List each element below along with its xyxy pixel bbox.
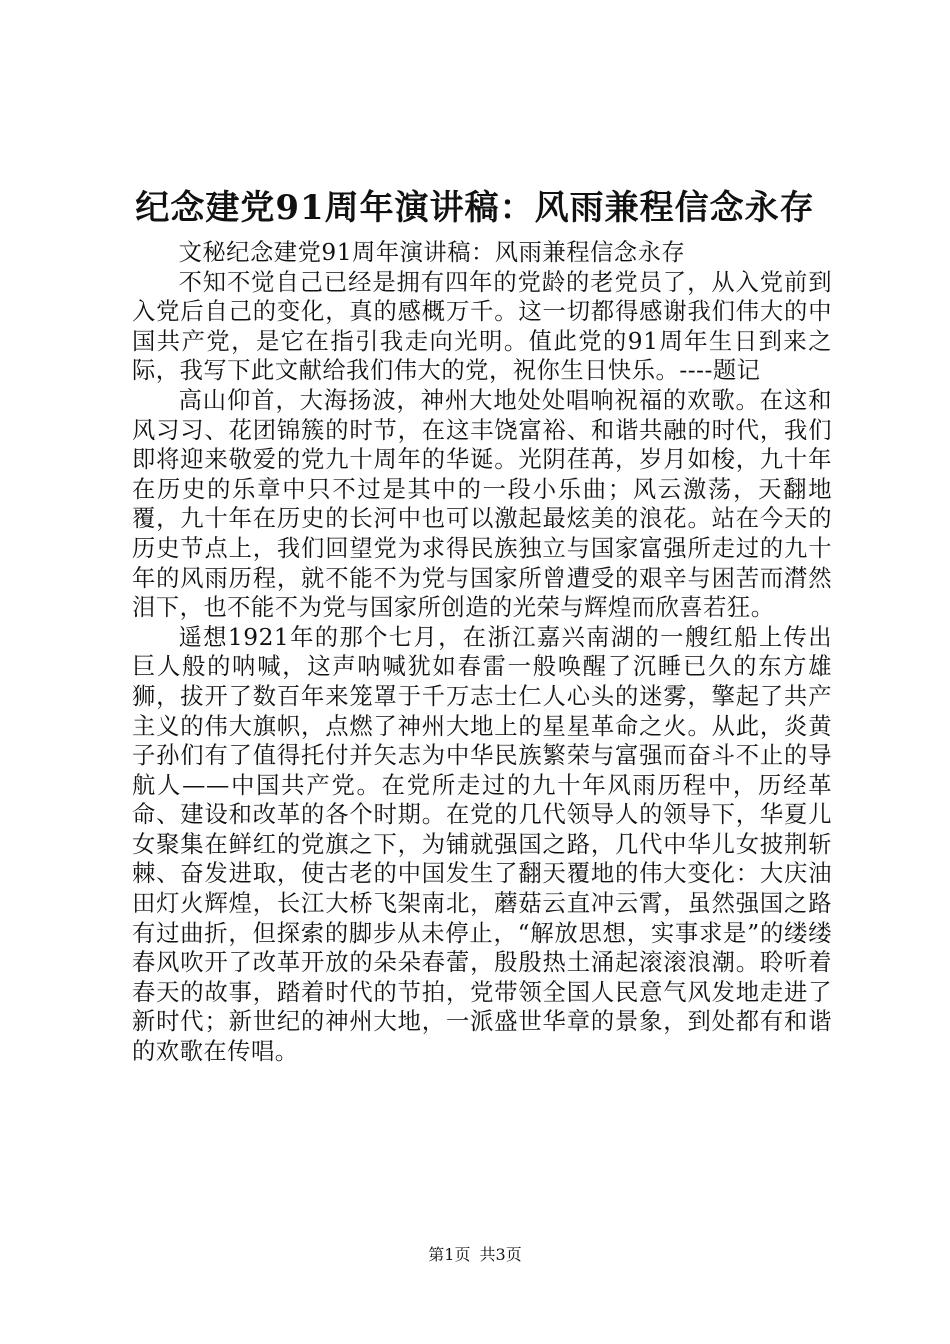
page-number: 第1页: [428, 1245, 471, 1264]
paragraph-intro: 不知不觉自己已经是拥有四年的党龄的老党员了，从入党前到入党后自己的变化，真的感概万千。这一切都得感谢我们伟大的中国共产党，是它在指引我走向光明。值此党的91周年生日到来之际，我写下此文献给我们伟大的党，祝你生日快乐。----题记: [132, 268, 832, 385]
page-footer: [0, 1244, 950, 1266]
page-total: 共3页: [479, 1245, 522, 1264]
paragraph-mountains: 高山仰首，大海扬波，神州大地处处唱响祝福的欢歌。在这和风习习、花团锦簇的时节，在这丰饶富裕、和谐共融的时代，我们即将迎来敬爱的党九十周年的华诞。光阴荏苒，岁月如梭，九十年在历史的乐章中只不过是其中的一段小乐曲；风云激荡，天翻地覆，九十年在历史的长河中也可以激起最炫美的浪花。站在今天的历史节点上，我们回望党为求得民族独立与国家富强所走过的九十年的风雨历程，就不能不为党与国家所曾遭受的艰辛与困苦而潸然泪下，也不能不为党与国家所创造的光荣与辉煌而欣喜若狂。: [132, 386, 832, 622]
paragraph-1921: 遥想1921年的那个七月，在浙江嘉兴南湖的一艘红船上传出巨人般的呐喊，这声呐喊犹如春雷一般唤醒了沉睡已久的东方雄狮，拔开了数百年来笼罩于千万志士仁人心头的迷雾，擎起了共产主义的伟大旗帜，点燃了神州大地上的星星革命之火。从此，炎黄子孙们有了值得托付并矢志为中华民族繁荣与富强而奋斗不止的导航人——中国共产党。在党所走过的九十年风雨历程中，历经革命、建设和改革的各个时期。在党的几代领导人的领导下，华夏儿女聚集在鲜红的党旗之下，为铺就强国之路，几代中华儿女披荆斩棘、奋发进取，使古老的中国发生了翻天覆地的伟大变化：大庆油田灯火辉煌，长江大桥飞架南北，蘑菇云直冲云霄，虽然强国之路有过曲折，但探索的脚步从未停止，“解放思想，实事求是”的缕缕春风吹开了改革开放的朵朵春蕾，殷殷热土涌起滚滚浪潮。聆听着春天的故事，踏着时代的节拍，党带领全国人民意气风发地走进了新时代；新世纪的神州大地，一派盛世华章的景象，到处都有和谐的欢歌在传唱。: [132, 623, 832, 1066]
subtitle-paragraph: 文秘纪念建党91周年演讲稿：风雨兼程信念永存: [178, 239, 686, 266]
document-body: [132, 238, 832, 1067]
document-title: 纪念建党91周年演讲稿：风雨兼程信念永存: [135, 188, 815, 228]
